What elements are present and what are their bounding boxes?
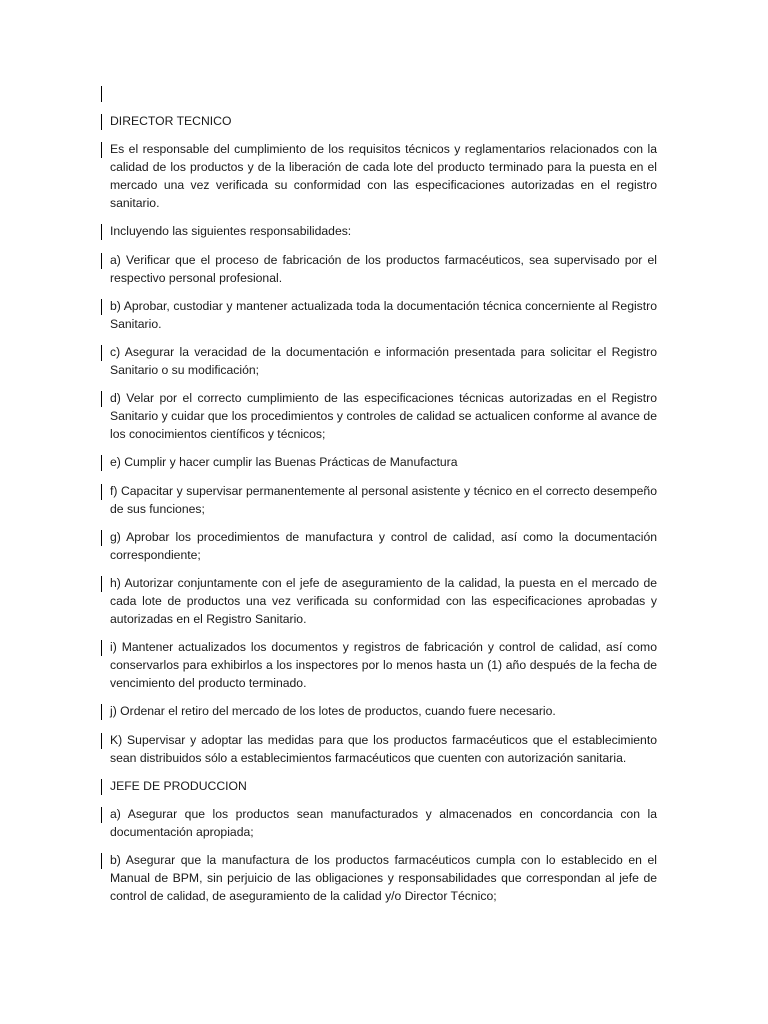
section-heading-jefe-produccion: JEFE DE PRODUCCION — [110, 777, 657, 795]
list-item-c: c) Asegurar la veracidad de la documentación e información presentada para solicitar el Registro Sanitario o su modificación; — [110, 343, 657, 379]
list-item-h: h) Autorizar conjuntamente con el jefe de aseguramiento de la calidad, la puesta en el mercado de cada lote de productos una vez verificada su conformidad con las especificaciones aprobadas y autorizadas en el Registro Sanitario. — [110, 574, 657, 628]
document-body — [110, 112, 657, 915]
list-item-g: g) Aprobar los procedimientos de manufactura y control de calidad, así como la documentación correspondiente; — [110, 528, 657, 564]
list-item-i: i) Mantener actualizados los documentos y registros de fabricación y control de calidad, así como conservarlos para exhibirlos a los inspectores por lo menos hasta un (1) año después de la fecha de vencimiento del producto terminado. — [110, 638, 657, 692]
paragraph-responsibilities-intro: Incluyendo las siguientes responsabilidades: — [110, 222, 657, 240]
text-cursor-mark — [101, 86, 102, 102]
list-item-k: K) Supervisar y adoptar las medidas para que los productos farmacéuticos que el establecimiento sean distribuidos sólo a establecimientos farmacéuticos que cuenten con autorización sanitaria. — [110, 731, 657, 767]
paragraph-director-description: Es el responsable del cumplimiento de los requisitos técnicos y reglamentarios relacionados con la calidad de los productos y de la liberación de cada lote del producto terminado para la puesta en el mercado una vez verificada su conformidad con las especificaciones autorizadas en el registro sanitario. — [110, 140, 657, 212]
list-item-j: j) Ordenar el retiro del mercado de los lotes de productos, cuando fuere necesario. — [110, 702, 657, 720]
list-item-a: a) Verificar que el proceso de fabricación de los productos farmacéuticos, sea supervisado por el respectivo personal profesional. — [110, 251, 657, 287]
list-item-d: d) Velar por el correcto cumplimiento de las especificaciones técnicas autorizadas en el Registro Sanitario y cuidar que los procedimientos y controles de calidad se actualicen conforme al avance de los conocimientos científicos y técnicos; — [110, 389, 657, 443]
list-item-f: f) Capacitar y supervisar permanentemente al personal asistente y técnico en el correcto desempeño de sus funciones; — [110, 482, 657, 518]
production-list-item-a: a) Asegurar que los productos sean manufacturados y almacenados en concordancia con la documentación apropiada; — [110, 805, 657, 841]
list-item-e: e) Cumplir y hacer cumplir las Buenas Prácticas de Manufactura — [110, 453, 657, 471]
production-list-item-b: b) Asegurar que la manufactura de los productos farmacéuticos cumpla con lo establecido en el Manual de BPM, sin perjuicio de las obligaciones y responsabilidades que correspondan al jefe de control de calidad, de aseguramiento de la calidad y/o Director Técnico; — [110, 851, 657, 905]
section-heading-director-tecnico: DIRECTOR TECNICO — [110, 112, 657, 130]
list-item-b: b) Aprobar, custodiar y mantener actualizada toda la documentación técnica concerniente al Registro Sanitario. — [110, 297, 657, 333]
